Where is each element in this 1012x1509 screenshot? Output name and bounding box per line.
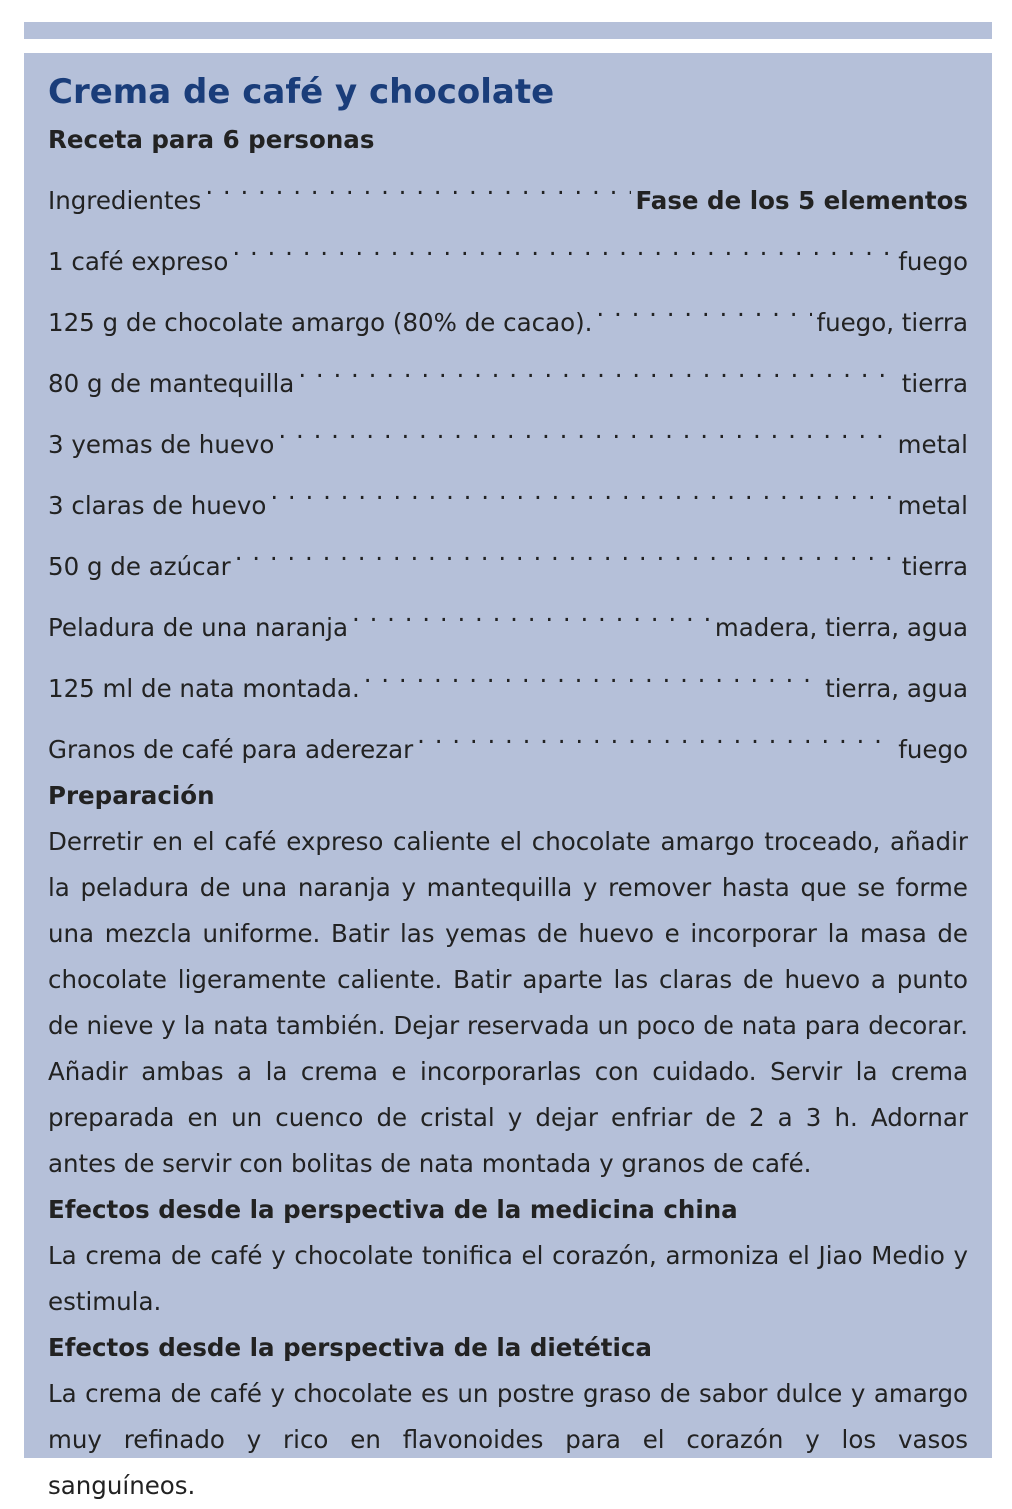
ingredient-element: tierra [901, 552, 968, 581]
ingredient-element: fuego, tierra [816, 308, 968, 337]
ingredient-element: metal [897, 430, 968, 459]
ingredient-element: fuego [898, 247, 968, 276]
ingredient-row [48, 712, 968, 773]
ingredient-name: 125 g de chocolate amargo (80% de cacao). [48, 308, 593, 337]
ingredients-header-label: Ingredientes [48, 186, 202, 215]
tcm-effects-heading: Efectos desde la perspectiva de la medicina china [48, 1195, 738, 1224]
leader-dots [352, 590, 711, 636]
ingredient-element: tierra, agua [825, 674, 968, 703]
leader-dots [270, 468, 893, 514]
leader-dots [232, 224, 894, 270]
ingredient-name: Peladura de una naranja [48, 613, 348, 642]
ingredient-row [48, 651, 968, 712]
ingredients-header-row [48, 163, 968, 224]
ingredient-name: 3 yemas de huevo [48, 430, 275, 459]
leader-dots [298, 346, 897, 392]
ingredient-row [48, 346, 968, 407]
ingredient-row [48, 468, 968, 529]
tcm-effects-text: La crema de café y chocolate tonifica el corazón, armoniza el Jiao Medio y estimula. [48, 1241, 968, 1316]
ingredient-row [48, 224, 968, 285]
ingredient-name: 125 ml de nata montada. [48, 674, 360, 703]
ingredient-row [48, 407, 968, 468]
ingredient-name: Granos de café para aderezar [48, 735, 414, 764]
dietetic-effects-text: La crema de café y chocolate es un postre graso de sabor dulce y amargo muy refinado y rico en flavonoides para el corazón y los vasos sanguíneos. [48, 1379, 968, 1500]
leader-dots [417, 712, 894, 758]
elements-header-label: Fase de los 5 elementos [635, 186, 968, 215]
ingredient-row [48, 285, 968, 346]
leader-dots [596, 285, 812, 331]
ingredient-name: 80 g de mantequilla [48, 369, 295, 398]
ingredient-list [48, 224, 968, 773]
recipe-title: Crema de café y chocolate [48, 72, 555, 112]
ingredient-name: 50 g de azúcar [48, 552, 231, 581]
ingredient-row [48, 590, 968, 651]
servings-heading: Receta para 6 personas [48, 125, 375, 154]
leader-dots [205, 163, 631, 209]
ingredient-name: 3 claras de huevo [48, 491, 267, 520]
ingredient-element: metal [897, 491, 968, 520]
preparation-text: Derretir en el café expreso caliente el chocolate amargo troceado, añadir la peladura de una naranja y mantequilla y remover hasta que se forme una mezcla uniforme. Batir las yemas de huevo e incorporar la masa de chocolate ligeramente caliente. Batir aparte las claras de huevo a punto de nieve y la nata también. Dejar reservada un poco de nata para decorar. Añadir ambas a la crema e incorporarlas con cuidado. Servir la crema preparada en un cuenco de cristal y dejar enfriar de 2 a 3 h. Adornar antes de servir con bolitas de nata montada y granos de café. [48, 827, 968, 1178]
ingredient-row [48, 529, 968, 590]
ingredient-name: 1 café expreso [48, 247, 229, 276]
preparation-heading: Preparación [48, 781, 215, 810]
recipe-box [24, 53, 992, 1500]
leader-dots [278, 407, 893, 453]
top-divider-bar [24, 22, 992, 39]
ingredient-element: tierra [901, 369, 968, 398]
leader-dots [235, 529, 898, 575]
dietetic-effects-heading: Efectos desde la perspectiva de la dietética [48, 1333, 652, 1362]
ingredient-element: fuego [898, 735, 968, 764]
leader-dots [364, 651, 821, 697]
ingredient-element: madera, tierra, agua [714, 613, 968, 642]
